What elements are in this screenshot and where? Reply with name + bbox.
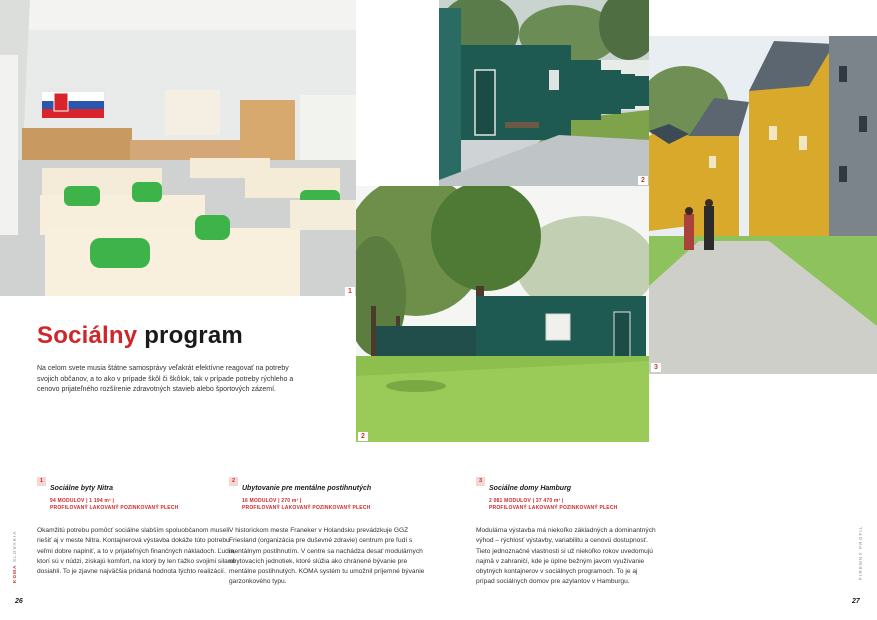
project-stats: 2 081 MODULOV | 37 470 m² |	[489, 498, 564, 504]
brand-name: KOMA	[12, 564, 17, 583]
photo-number: 2	[638, 176, 648, 185]
photo-number: 2	[358, 432, 368, 441]
brand-side-label	[12, 530, 17, 583]
photo-yellow-houses	[649, 36, 877, 374]
project-material: PROFILOVANÝ LAKOVANÝ POZINKOVANÝ PLECH	[50, 505, 179, 511]
project-column-1	[37, 477, 242, 577]
project-number-badge: 3	[476, 477, 485, 486]
photo-containers-row	[439, 0, 649, 186]
project-description: V historickom meste Franeker v Holandsku prevádzkuje GGZ Friesland (organizácia pre duševné zdravie) centrum pre ľudí s mentálnym postihnutím. V centre sa nachádza desať modulárnych ubytovacích jednotiek, ktoré slúžia ako chránené bývanie pre mentálne postihnutých. KOMA systém tu umožnil príjemné bývanie garzonkového typu.	[229, 527, 425, 586]
title-main: program	[144, 322, 243, 349]
photo-number: 3	[651, 363, 661, 372]
project-number-badge: 2	[229, 477, 238, 486]
project-stats: 94 MODULOV | 1 194 m² |	[50, 498, 115, 504]
project-column-2	[229, 477, 434, 588]
project-title: Sociálne byty Nitra	[50, 485, 114, 492]
section-side-label: FIREMNÝ PROFIL	[858, 525, 863, 580]
project-title: Sociálne domy Hamburg	[489, 485, 572, 492]
intro-paragraph: Na celom svete musia štátne samosprávy veľakrát efektívne reagovať na potreby svojich občanov, a to ako v prípade škôl či škôlok, tak v prípade potreby rýchleho a cenovo prijateľného rozšírenie zdravotných stavieb alebo športových zázemí.	[37, 365, 294, 394]
photo-containers-lawn	[356, 186, 649, 442]
photo-number: 1	[345, 287, 355, 296]
page-number-left: 26	[15, 598, 23, 605]
page-title	[37, 322, 243, 350]
project-column-3	[476, 477, 656, 588]
project-stats: 16 MODULOV | 270 m² |	[242, 498, 302, 504]
title-accent: Sociálny	[37, 322, 138, 349]
project-material: PROFILOVANÝ LAKOVANÝ POZINKOVANÝ PLECH	[489, 505, 618, 511]
project-number-badge: 1	[37, 477, 46, 486]
project-material: PROFILOVANÝ LAKOVANÝ POZINKOVANÝ PLECH	[242, 505, 371, 511]
brand-country: SLOVAKIA	[12, 530, 17, 562]
page-number-right: 27	[852, 598, 860, 605]
project-description: Modulárna výstavba má niekoľko základných a dominantných výhod – rýchlosť výstavby, variabilitu a cenovú dostupnosť. Tieto jednoznačné vlastnosti si už niekoľko rokov uvedomujú najmä v zahraničí, kde je úplne bežným javom využívanie obytných kontajnerov v sociálnych programoch. To je aj prípad sociálnych domov pre azylantov v Hamburgu.	[476, 527, 656, 586]
photo-classroom	[0, 0, 356, 296]
project-title: Ubytovanie pre mentálne postihnutých	[242, 485, 372, 492]
project-description: Okamžitú potrebu pomôcť sociálne slabším spoluobčanom museli riešiť aj v meste Nitra. Kontajnerová výstavba dokáže túto potrebu veľmi dobre naplniť, a to v prijateľných finančných nákladoch. Ľudia, ktorí sú v núdzi, získajú komfort, na ktorý by len ťažko svojimi silami dosiahli. To je zjavne najväčšia pridaná hodnota týchto realizácií.	[37, 527, 236, 576]
